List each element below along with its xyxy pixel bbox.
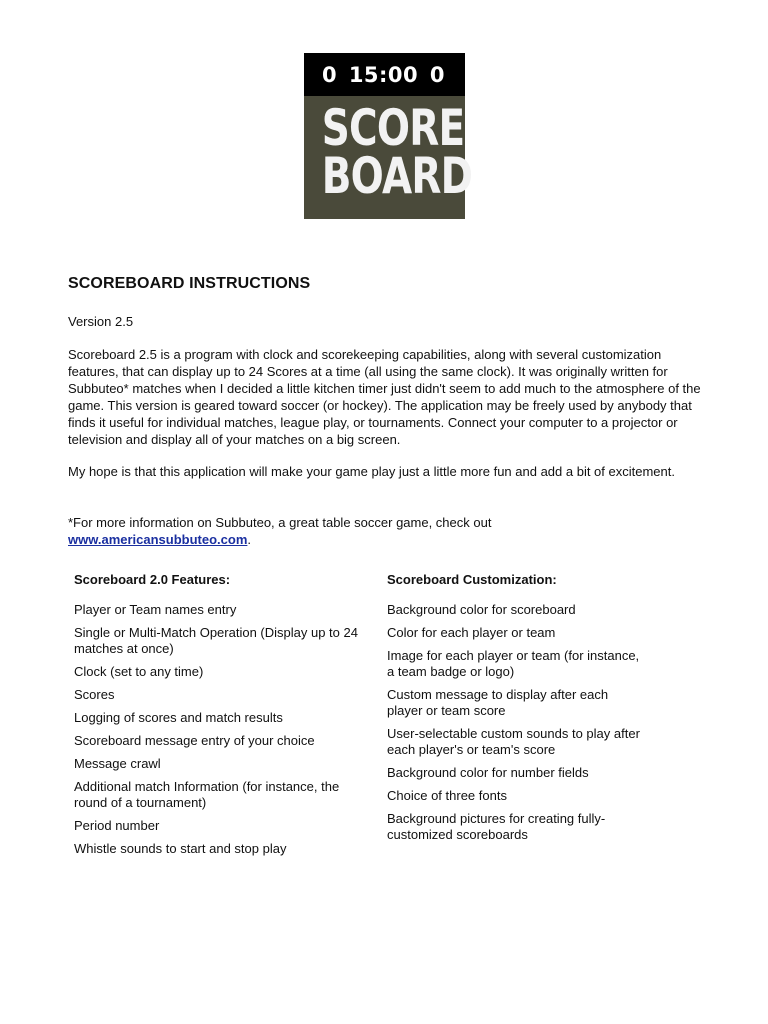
- customization-heading: Scoreboard Customization:: [387, 572, 557, 587]
- link-suffix: .: [247, 532, 252, 547]
- feature-item: Single or Multi-Match Operation (Display up to 24 matches at once): [74, 625, 358, 656]
- logo-score-right: 0: [429, 62, 445, 87]
- features-list: [74, 602, 364, 857]
- version-text: Version 2.5: [68, 314, 134, 329]
- customization-column: [387, 572, 642, 850]
- hope-paragraph: My hope is that this application will make your game play just a little more fun and add a bit of excitement.: [68, 464, 675, 479]
- customization-item: Background color for number fields: [387, 765, 589, 780]
- customization-item: Choice of three fonts: [387, 788, 507, 803]
- feature-item: Message crawl: [74, 756, 161, 771]
- feature-item: Period number: [74, 818, 160, 833]
- logo-scoreline: [304, 53, 465, 96]
- logo-wordmark: [321, 99, 473, 205]
- logo-clock: 15:00: [348, 62, 419, 87]
- customization-item: Background pictures for creating fully-customized scoreboards: [387, 811, 606, 842]
- intro-paragraph: Scoreboard 2.5 is a program with clock and scorekeeping capabilities, along with several customization features, that can display up to 24 Scores at a time (all using the same clock). It was originally written for Subbuteo* matches when I decided a little kitchen timer just didn't seem to add much to the atmosphere of the game. This version is geared toward soccer (or hockey). The application may be freely used by anybody that finds it useful for individual matches, league play, or tournaments. Connect your computer to a projector or television and display all of your matches on a big screen.: [68, 347, 701, 447]
- customization-item: Background color for scoreboard: [387, 602, 576, 617]
- subbuteo-note: [68, 514, 708, 548]
- features-heading: Scoreboard 2.0 Features:: [74, 572, 231, 587]
- features-column: [74, 572, 364, 864]
- customization-item: User-selectable custom sounds to play after each player's or team's score: [387, 726, 640, 757]
- feature-item: Scoreboard message entry of your choice: [74, 733, 315, 748]
- logo-score-left: 0: [322, 62, 338, 87]
- scoreboard-logo: [304, 53, 473, 219]
- feature-item: Logging of scores and match results: [74, 710, 283, 725]
- subbuteo-link[interactable]: www.americansubbuteo.com: [68, 532, 248, 547]
- feature-item: Additional match Information (for instance, the round of a tournament): [74, 779, 340, 810]
- feature-item: Clock (set to any time): [74, 664, 204, 679]
- feature-item: Player or Team names entry: [74, 602, 237, 617]
- customization-item: Custom message to display after each player or team score: [387, 687, 609, 718]
- feature-item: Whistle sounds to start and stop play: [74, 841, 287, 856]
- customization-list: [387, 602, 642, 843]
- document-title: SCOREBOARD INSTRUCTIONS: [68, 275, 311, 292]
- logo-word-line1: SCORE: [321, 99, 465, 157]
- subbuteo-note-text: *For more information on Subbuteo, a great table soccer game, check out: [68, 515, 492, 530]
- feature-item: Scores: [74, 687, 115, 702]
- customization-item: Image for each player or team (for instance, a team badge or logo): [387, 648, 640, 679]
- customization-item: Color for each player or team: [387, 625, 556, 640]
- logo-word-line2: BOARD: [321, 147, 473, 205]
